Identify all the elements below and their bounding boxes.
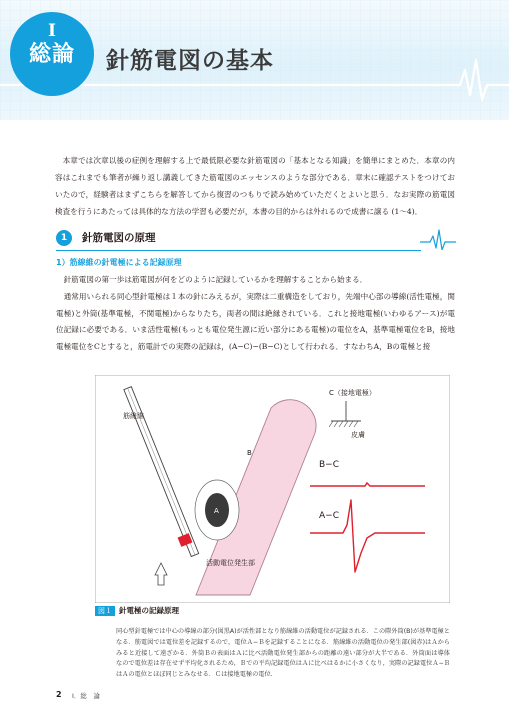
chapter-title: 針筋電図の基本	[106, 48, 274, 74]
label-generator: 活動電位発生部	[206, 559, 255, 567]
body-paragraph: 通常用いられる同心型針電極は１本の針にみえるが，実際は二重構造をしており，先端中心部の導線(活性電極，関電極)と外筒(基準電極，不関電極)からなりたち，両者の間は絶縁されている．これと接地電極(いわゆるアース)が電位記録に必要である．いま活性電極(もっとも電位発生源に近い部分にある電極)の電位をA，基準電極電位をB，接地電極電位をCとすると，筋電計での実際の記録は，(A−C)−(B−C)として行われる．すなわちA，Bの電極と接	[56, 291, 455, 352]
label-skin: 皮膚	[351, 431, 365, 439]
caption-title: 針電極の記録原理	[119, 606, 179, 615]
figure-diagram	[95, 375, 450, 603]
label-b: B	[247, 449, 252, 457]
section-rule	[56, 250, 421, 251]
section-number-badge: 1	[56, 230, 72, 246]
label-ground: C（接地電極）	[329, 389, 376, 397]
chapter-badge	[10, 12, 94, 96]
figure-caption	[95, 606, 450, 681]
caption-body: 同心型針電極では中心の導線の部分(図黒A)が活性部となり筋線維の活動電位が記録される．この際外筒(B)が基準電極となる．筋電図では電位差を記録するので，電位Ａ−Ｂを記録することになる．筋線維の活動電位の発生部(図赤)はＡからみると近接して遠ざかる．外筒Ｂの表面はＡに比べ活動電位発生部からの距離の遠い部分が大半である．外筒面は導体なので電位差は存在せず平均化されるため，Ｂでの平均記録電位はＡに比べはるかに小さくなり，実際の記録電位Ａ−ＢはＡの電位とほぼ同じとみなせる．Ｃは接地電極の電位．	[116, 628, 450, 679]
chapter-number: Ⅰ	[48, 21, 56, 41]
chapter-label: 総論	[28, 42, 75, 67]
intro-paragraph: 本章では次章以後の症例を理解する上で最低限必要な針筋電図の「基本となる知識」を簡単にまとめた．本章の内容はこれまでも筆者が繰り返し講義してきた筋電図のエッセンスのような部分である．章末に確認テストをつけておいたので，経験者はまずこちらを解答してから復習のつもりで読み始めていただくとよいと思う．なお実際の筋電図検査を行うにあたっては具体的な方法の学習も必要だが，本書の目的からは外れるので成書に譲る (1〜4)．	[55, 156, 455, 216]
label-b-minus-c: B−C	[319, 460, 339, 470]
body-text	[56, 272, 455, 356]
section-title: 針筋電図の原理	[82, 232, 156, 244]
subsection-title: 1）筋線維の針電極による記録原理	[56, 258, 182, 267]
page-number: 2	[56, 690, 62, 699]
section-ekg-icon	[420, 228, 456, 250]
label-a: A	[214, 507, 219, 515]
label-a-minus-c: A−C	[319, 511, 339, 521]
caption-tag: 図１	[95, 606, 115, 616]
body-paragraph: 針筋電図の第一歩は筋電図が何をどのように記録しているかを理解することから始まる．	[63, 275, 368, 284]
label-fiber: 筋線維	[123, 412, 144, 420]
footer-chapter: Ⅰ．総 論	[72, 692, 100, 700]
